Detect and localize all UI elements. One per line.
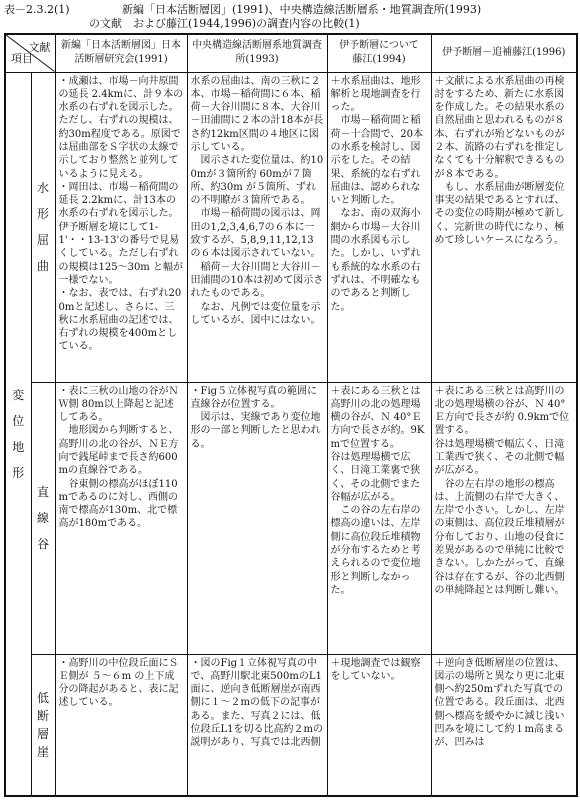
table-cell (327, 72, 431, 382)
table-cell (55, 382, 187, 654)
cell-text: ＋表にある三秋とは高野川の北の処理場横の谷が、Ｎ 40°Ｅ方向で長さが約。9Kmで位置する。 谷は処理場横で広く、日滝工業裏で狭く、その北側でまた谷幅が広がる。 この谷の左右岸の標高の違いは、左岸側に高位段丘堆積物が分布するためと考えられるので変位地形と判断しなかった。 (330, 385, 425, 596)
table-cell (187, 72, 327, 382)
header-corner-top: 文献 (28, 41, 51, 54)
table-row (5, 382, 577, 654)
table-row (5, 654, 577, 796)
header-row (5, 34, 577, 72)
row-label-text: 水形屈曲 (36, 181, 49, 273)
row-label (31, 72, 55, 382)
cell-text: ＋現地調査では観察をしていない。 (330, 657, 421, 682)
table-cell (187, 382, 327, 654)
table-cell (187, 654, 327, 796)
row-label-text: 直線谷 (36, 485, 49, 551)
header-col2: 中央構造線活断層系地質調査所(1993) (187, 34, 327, 72)
table-cell (55, 654, 187, 796)
comparison-table (4, 33, 578, 797)
cell-text: ・成瀬は、市場－向井原間の延長 2.4kmに、計９本の水系の右ずれを図示した。ただし、右ずれの規模は、約30m程度である。原図では屈曲部をＳ字状の太線で示しており整然と並列しているように見える。 ・岡田は、市場－稲荷間の延長 2.2kmに、計13本の水系の右ずれを図示した。伊予断層を境にして1-1'・・13-13'の番号で見易くしている。ただし右ずれの規模は125～30m と幅が一様でない。 ・なお、表では、右ずれ200mと記述し、さらに、三秋に水系屈曲の記述では、右ずれの規模を400mとしている。 (58, 75, 184, 353)
caption-title-line2: の文献 および藤江(1944,1996)の調査内容の比較(1) (89, 17, 360, 30)
row-label-text: 低断層崖 (36, 690, 49, 759)
header-col1: 新編「日本活断層図」日本活断層研究会(1991) (55, 34, 187, 72)
cell-text: ＋表にある三秋とは高野川の北の処理場横の谷が、Ｎ 40°Ｅ方向で長さが約 0.9kmで位置する。 谷は処理場横で幅広く、日滝工業西で狭く、その北側で幅が広がる。 谷の左右岸の地形の標高は、上流側の右岸で大きく、左岸で小さい。しかし、左岸の東側は、高位段丘堆積層が分布しており、山地の侵食に差異があるので単純に比較できない。しかたがって、直線谷は存在するが、谷の北西側の単純降起とは判断し難い。 (434, 385, 570, 596)
caption-number: 表－2.3.2(1) (4, 3, 70, 16)
category-label (5, 72, 31, 796)
table-cell (327, 654, 431, 796)
cell-text: ・Fig５立体視写真の範囲に直線谷が位置する。 図示は、実線であり変位地形の一部と判断したと思われる。 (190, 385, 321, 450)
table-cell (55, 72, 187, 382)
cell-text: ＋逆向き低断層崖の位置は、図示の場所と異なり更に北東側へ約250mずれた写真での位置である。段丘面は、北西側へ標高を緩やかに減じ浅い凹みを境にして約１m高まるが、凹みは (434, 657, 565, 749)
table-cell (431, 654, 577, 796)
header-col3: 伊予断層について 藤江(1994) (327, 34, 431, 72)
table-cell (327, 382, 431, 654)
category-label-text: 変位地形 (12, 387, 25, 480)
table-row (5, 72, 577, 382)
header-corner-bottom: 項目 (11, 51, 33, 65)
cell-text: ・表に三秋の山地の谷がＮＷ側 80m以上降起と記述してある。 地形図から判断すると、高野川の北の谷が、ＮＥ方向で銭尾峠まで長さ約600mの直線谷である。 谷東側の標高がほぼ110mであるのに対し、西側の南で標高が130m、北で標高が180mである。 (58, 385, 179, 530)
row-label (31, 382, 55, 654)
cell-text: ・高野川の中位段丘面にＳＥ側が ５～６m の上下成分の降起があると、表に記述している。 (58, 657, 179, 709)
table-cell (431, 72, 577, 382)
row-label (31, 654, 55, 796)
cell-text: ・図のFig１立体視写真の中で、高野川駅北東500mのL1面に、逆向き低断層崖が南西側に１～２mの低下の記事がある。また、写真２には、低位段丘L1を切る比高約２mの説明があり、写真では北西側 (190, 657, 323, 749)
cell-text: 水系の屈曲は、南の三秋に２本、市場－稲荷間に６本、稲荷－大谷川間に８本、大谷川－田浦間に２本の計18本が長さ約12km区間の４地区に図示している。 図示された変位量は、約100mが３箇所約 60mが７箇所、約30m が５箇所、ずれの不明瞭が３箇所である。 市場－稲荷間の図示は、岡田の1,2,3,4,6,7の６本に一致するが、5,8,9,11,12,13の６本は図示されていない。 稲荷－大谷川間と大谷川－田浦間の10本は初めて図示されたものである。 なお、凡例では変位量を示しているが、図中にはない。 (190, 75, 324, 326)
cell-text: ＋文献による水系屈曲の再検討をするため、新たに水系図を作成した。その結果水系の自然屈曲と思われるものが８本、右ずれが殆どないものが２本、流路の右ずれを推定しなくても十分解釈できるものが８本である。 もし、水系屈曲が断層変位事実の結果であるとすれば、その変位の時期が極めて新しく、完新世の時代になり、極めて珍しいケースになろう。 (434, 75, 565, 247)
table-cell (431, 382, 577, 654)
header-col4: 伊予断層－追補藤江(1996) (431, 34, 577, 72)
caption-title-line1: 新編「日本活断層図」(1991)、中央構造線活断層系・地質調査所(1993) (122, 3, 482, 16)
header-corner (5, 34, 55, 72)
cell-text: ＋水系屈曲は、地形解析と現地調査を行った。 市場－稲荷間と稲荷－十合間で、20本の水系を検討し、図示をした。その結果、系統的な右ずれ屈曲は、認められないと判断した。 なお、南の双海小網から市場－大谷川間の水系図も示した。しかし、いずれも系統的な水系の右ずれは、不明確なものであると判断した。 (330, 75, 424, 313)
